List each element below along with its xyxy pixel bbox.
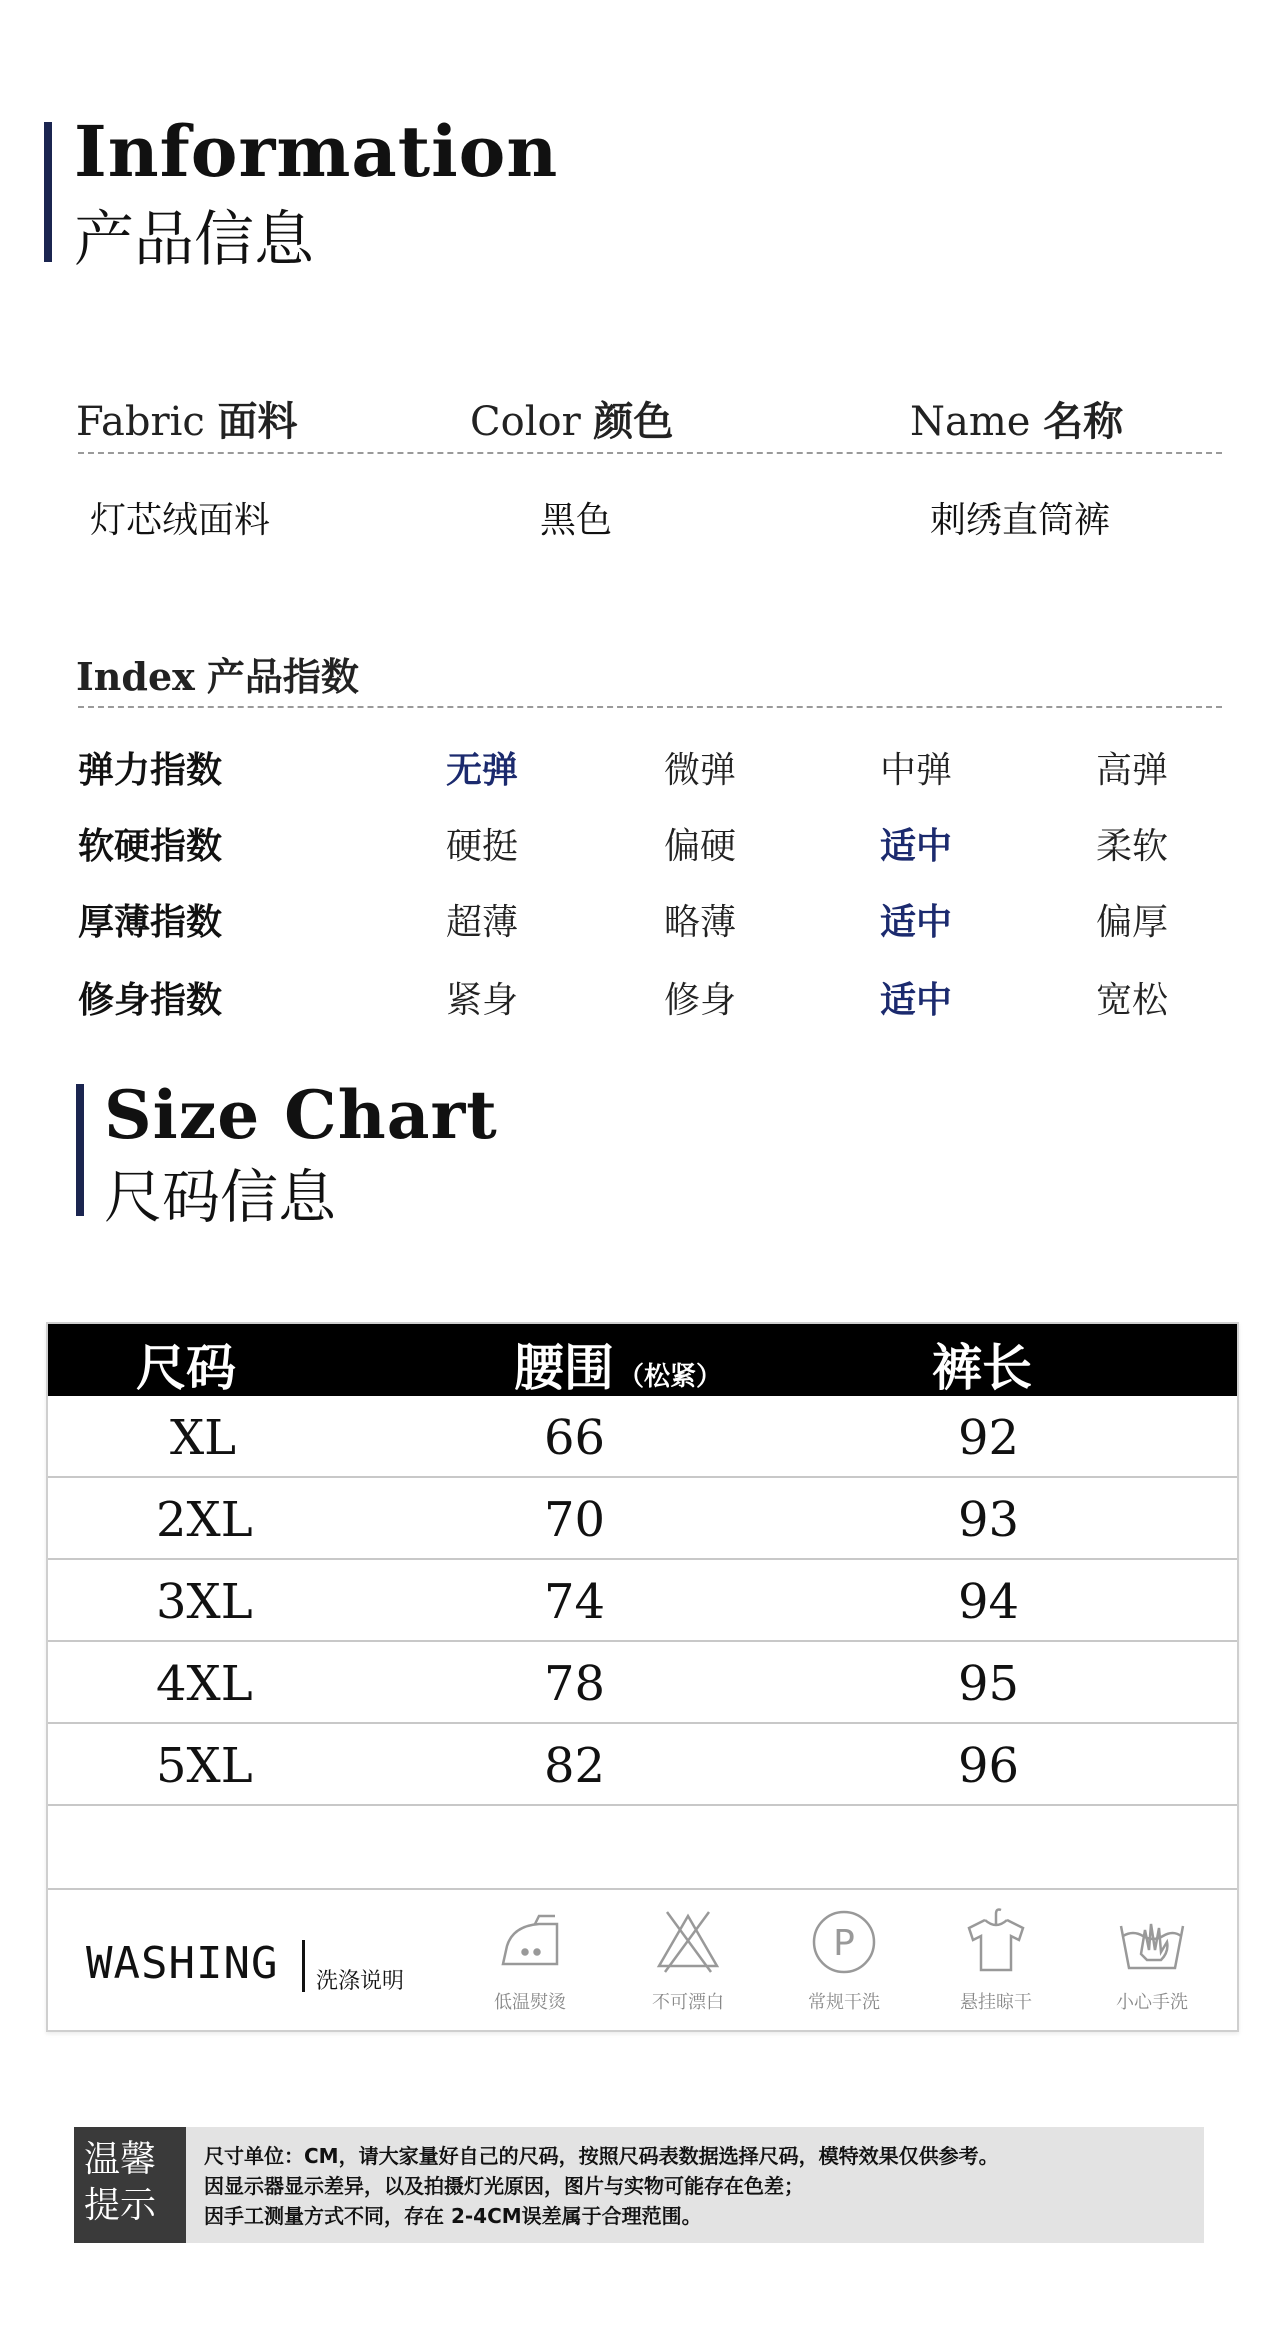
- tips-box: [74, 2127, 1204, 2243]
- index-option: 高弹: [1096, 750, 1169, 791]
- index-row-label: 软硬指数: [78, 826, 223, 867]
- cell-size: 4XL: [156, 1656, 253, 1712]
- index-option: 略薄: [664, 902, 737, 943]
- cell-size: 5XL: [156, 1738, 253, 1794]
- header-waist-note: （松紧）: [618, 1362, 723, 1392]
- washing-separator: [302, 1940, 305, 1992]
- size-heading-zh: 尺码信息: [104, 1163, 337, 1231]
- table-row-empty: [48, 1806, 1237, 1890]
- cell-size: XL: [170, 1410, 237, 1466]
- fabric-label-zh: 面料: [217, 398, 298, 445]
- color-label-en: Color: [470, 399, 581, 445]
- index-label: [76, 646, 359, 701]
- index-option: 紧身: [446, 980, 519, 1021]
- washing-section: [48, 1892, 1237, 2032]
- iron-low-temp-label: 低温熨烫: [494, 1992, 566, 2013]
- table-row: [48, 1478, 1237, 1560]
- index-option: 超薄: [446, 902, 519, 943]
- name-value: 刺绣直筒裤: [930, 500, 1111, 541]
- no-bleach-label: 不可漂白: [652, 1992, 724, 2013]
- washing-subtitle: 洗涤说明: [316, 1969, 405, 1994]
- iron-low-temp-icon: [470, 1906, 590, 2026]
- info-heading-bar: [44, 122, 52, 262]
- cell-waist: 82: [544, 1738, 606, 1794]
- index-label-en: Index: [76, 654, 195, 699]
- index-row-label: 弹力指数: [78, 750, 223, 791]
- fabric-label-en: Fabric: [76, 399, 205, 445]
- svg-text:P: P: [833, 1923, 855, 1964]
- table-row: [48, 1560, 1237, 1642]
- cell-waist: 74: [544, 1574, 606, 1630]
- header-waist-label: 腰围: [514, 1339, 614, 1397]
- tips-label-line2: 提示: [84, 2185, 157, 2226]
- hang-dry-icon: [936, 1906, 1056, 2026]
- index-option: 适中: [880, 980, 953, 1021]
- table-row: [48, 1724, 1237, 1806]
- index-row-label: 厚薄指数: [78, 902, 223, 943]
- size-heading-en: Size Chart: [104, 1076, 498, 1154]
- size-heading-bar: [76, 1084, 84, 1216]
- index-option: 适中: [880, 826, 953, 867]
- tips-line: 因手工测量方式不同，存在 2-4CM误差属于合理范围。: [204, 2204, 702, 2228]
- name-label-zh: 名称: [1043, 398, 1124, 445]
- name-label: [910, 390, 1123, 447]
- cell-length: 94: [958, 1574, 1020, 1630]
- index-option: 偏硬: [664, 826, 737, 867]
- cell-waist: 78: [544, 1656, 606, 1712]
- dry-clean-p-label: 常规干洗: [808, 1992, 880, 2013]
- header-size: 尺码: [136, 1339, 236, 1397]
- index-option: 微弹: [664, 750, 737, 791]
- index-label-zh: 产品指数: [206, 654, 359, 699]
- cell-waist: 66: [544, 1410, 606, 1466]
- index-option: 适中: [880, 902, 953, 943]
- header-length: 裤长: [932, 1339, 1032, 1397]
- index-option: 修身: [664, 980, 737, 1021]
- cell-length: 96: [958, 1738, 1020, 1794]
- fabric-value: 灯芯绒面料: [90, 500, 271, 541]
- hand-wash-icon: [1092, 1906, 1212, 2026]
- tips-label: [74, 2127, 186, 2243]
- dry-clean-p-icon: [784, 1906, 904, 2026]
- hang-dry-label: 悬挂晾干: [960, 1992, 1032, 2013]
- cell-length: 95: [958, 1656, 1020, 1712]
- table-row: [48, 1642, 1237, 1724]
- table-row: [48, 1396, 1237, 1478]
- cell-size: 2XL: [156, 1492, 253, 1548]
- cell-waist: 70: [544, 1492, 606, 1548]
- no-bleach-icon: [628, 1906, 748, 2026]
- cell-size: 3XL: [156, 1574, 253, 1630]
- index-divider: [78, 706, 1222, 708]
- index-option: 硬挺: [446, 826, 519, 867]
- index-option: 中弹: [880, 750, 953, 791]
- size-table: [46, 1322, 1239, 2032]
- fabric-label: [76, 390, 298, 447]
- cell-length: 92: [958, 1410, 1020, 1466]
- info-heading-zh: 产品信息: [74, 205, 314, 275]
- name-label-en: Name: [910, 399, 1031, 445]
- cell-length: 93: [958, 1492, 1020, 1548]
- tips-text: [204, 2141, 999, 2231]
- info-divider: [78, 452, 1222, 454]
- index-row-label: 修身指数: [78, 980, 223, 1021]
- index-option: 宽松: [1096, 980, 1169, 1021]
- washing-title: WASHING: [86, 1938, 279, 1989]
- color-label-zh: 颜色: [593, 398, 674, 445]
- size-table-header: [48, 1324, 1237, 1396]
- color-label: [470, 390, 673, 447]
- index-option: 偏厚: [1096, 902, 1169, 943]
- tips-line: 尺寸单位：CM，请大家量好自己的尺码，按照尺码表数据选择尺码，模特效果仅供参考。: [204, 2144, 999, 2168]
- color-value: 黑色: [540, 500, 613, 541]
- index-option: 柔软: [1096, 826, 1169, 867]
- hand-wash-label: 小心手洗: [1116, 1992, 1188, 2013]
- tips-label-line1: 温馨: [84, 2139, 157, 2180]
- index-option: 无弹: [446, 750, 519, 791]
- tips-line: 因显示器显示差异，以及拍摄灯光原因，图片与实物可能存在色差；: [204, 2174, 804, 2198]
- info-heading-en: Information: [74, 110, 559, 193]
- header-waist: [514, 1328, 722, 1400]
